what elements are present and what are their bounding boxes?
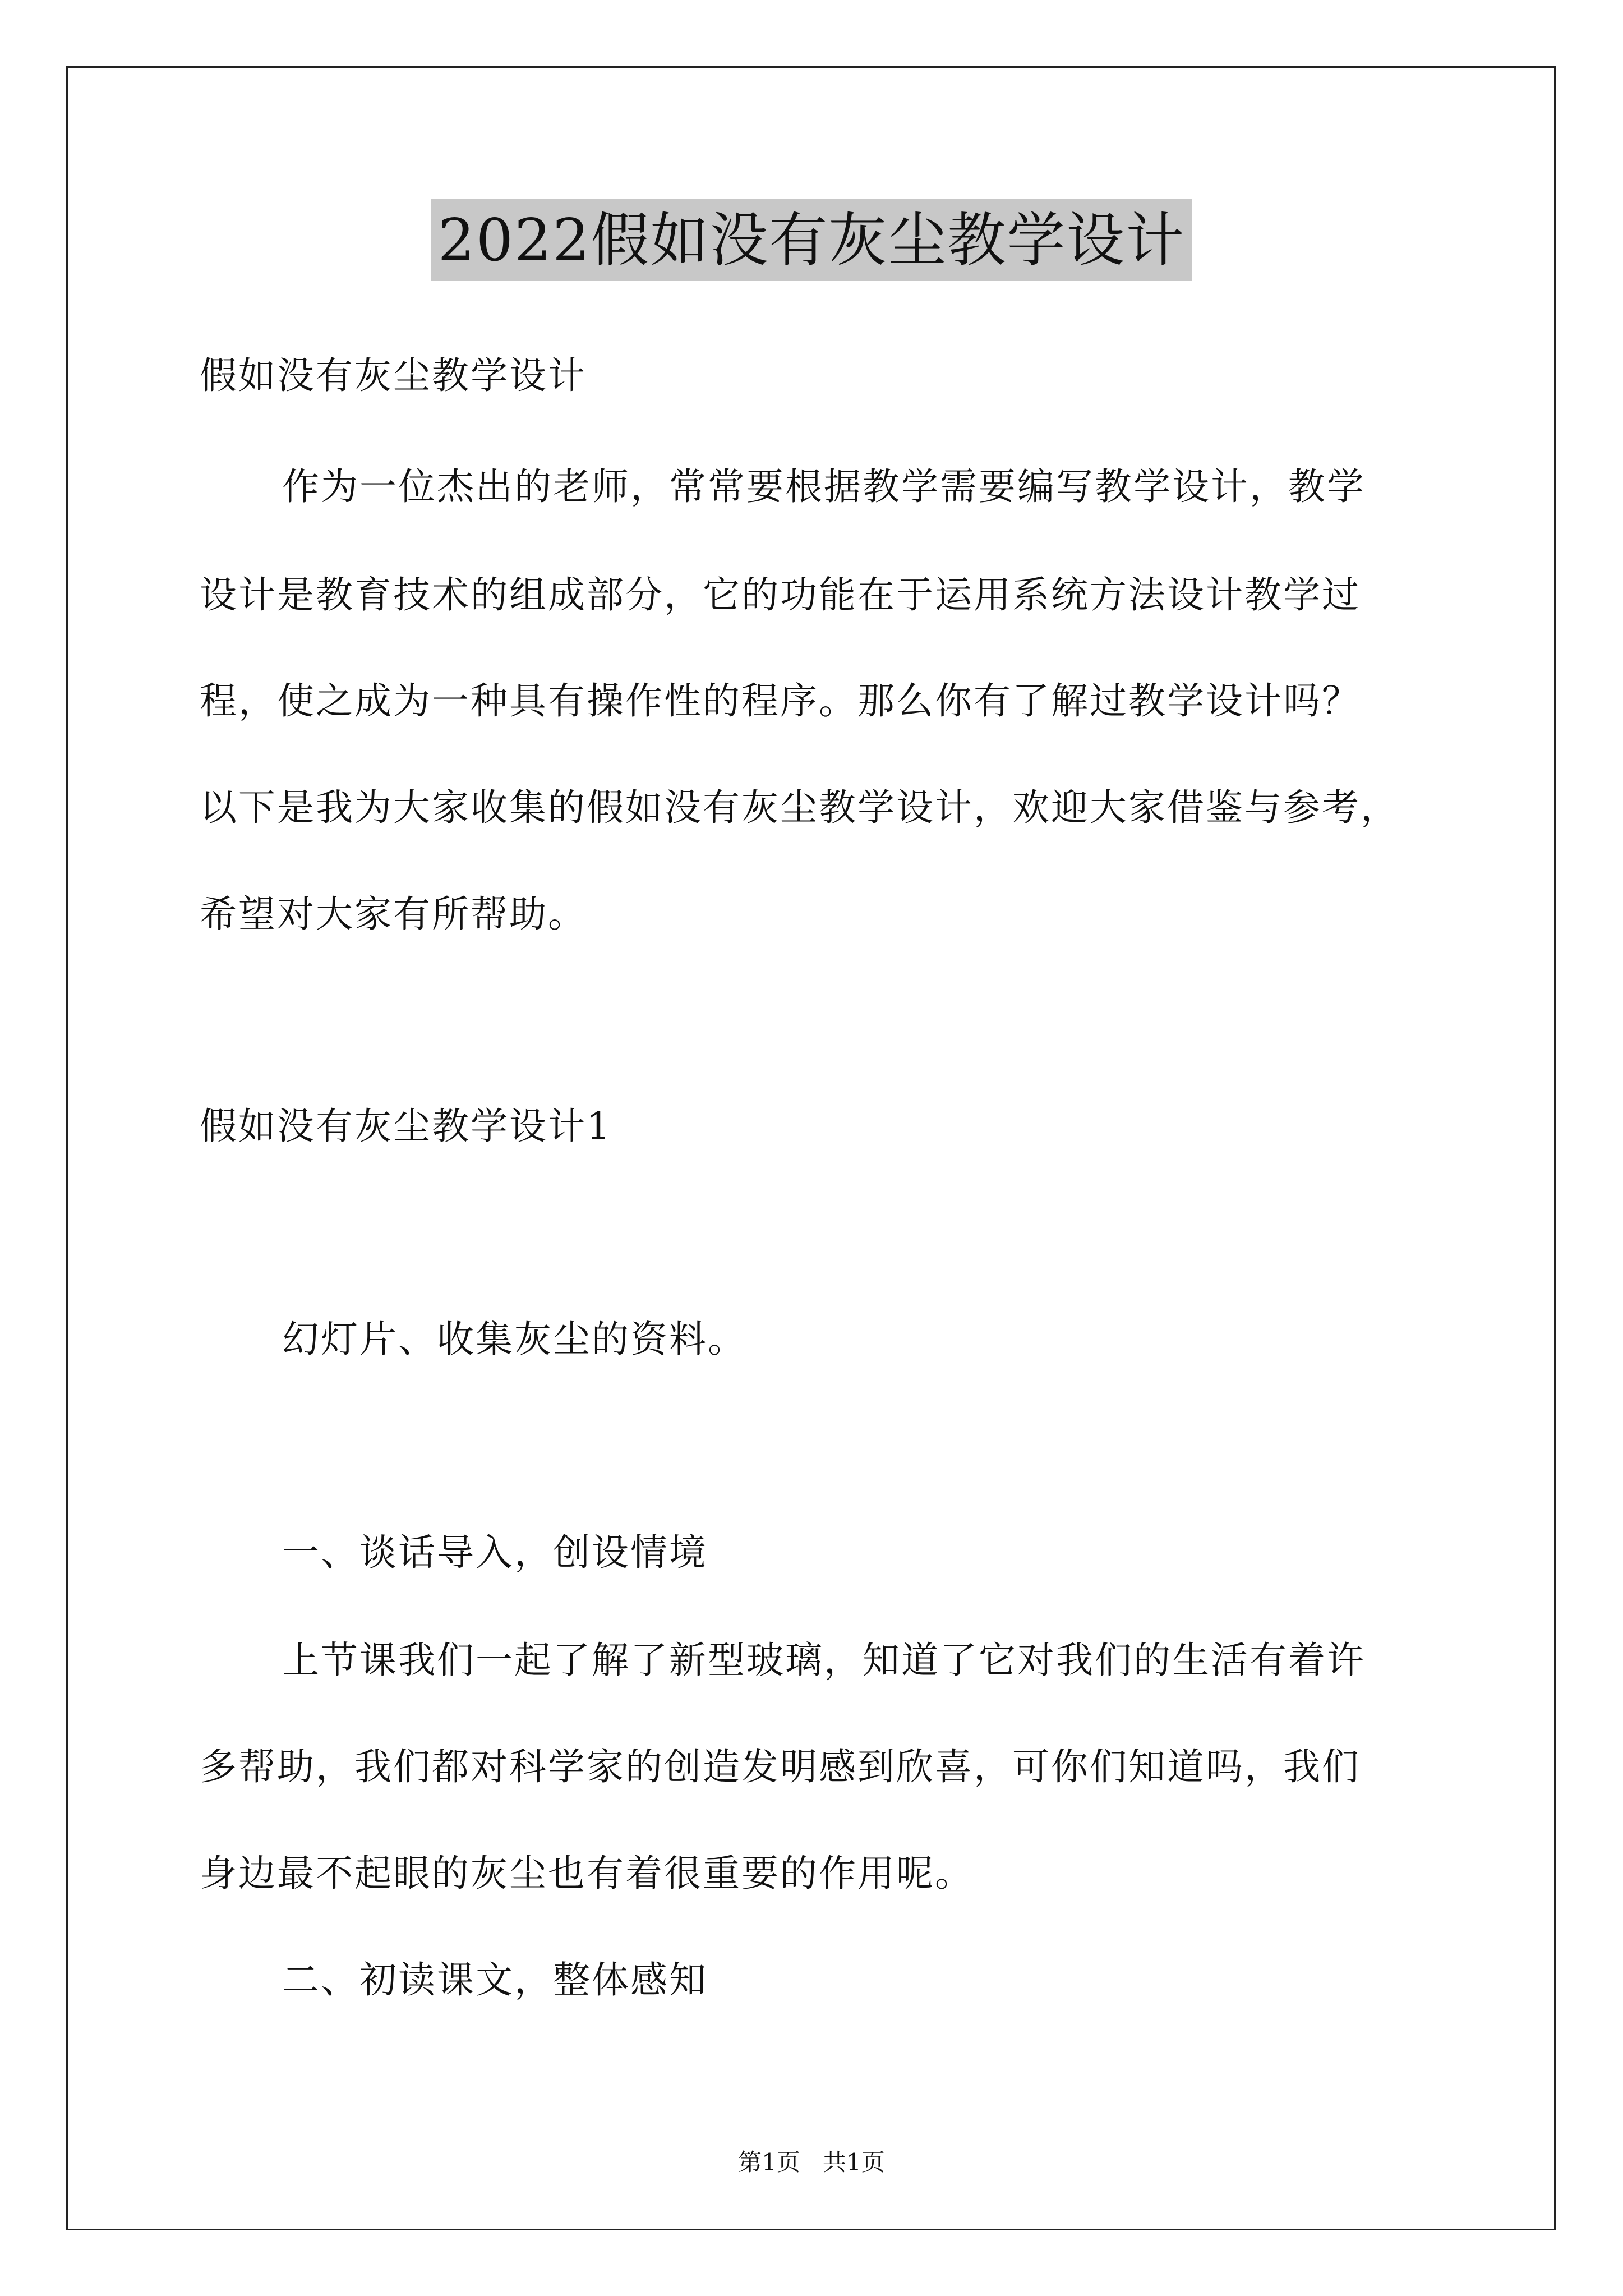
step1-line-2: 多帮助，我们都对科学家的创造发明感到欣喜，可你们知道吗，我们 [200,1745,1361,1788]
section-heading: 假如没有灰尘教学设计1 [200,1105,612,1148]
intro-line-2: 设计是教育技术的组成部分，它的功能在于运用系统方法设计教学过 [200,573,1361,616]
document-title: 2022假如没有灰尘教学设计 [431,199,1192,281]
step2-heading: 二、初读课文，整体感知 [282,1958,708,2001]
intro-line-3: 程，使之成为一种具有操作性的程序。那么你有了解过教学设计吗？ [200,679,1361,723]
step1-line-3: 身边最不起眼的灰尘也有着很重要的作用呢。 [200,1852,974,1895]
materials-line: 幻灯片、收集灰尘的资料。 [282,1318,746,1361]
step1-heading: 一、谈话导入，创设情境 [282,1531,708,1574]
intro-line-4: 以下是我为大家收集的假如没有灰尘教学设计，欢迎大家借鉴与参考， [200,786,1399,829]
document-subtitle: 假如没有灰尘教学设计 [200,354,587,397]
intro-line-5: 希望对大家有所帮助。 [200,892,587,936]
intro-line-1: 作为一位杰出的老师，常常要根据教学需要编写教学设计，教学 [282,465,1366,508]
page-footer: 第1页 共1页 [738,2148,885,2176]
title-container [0,199,1623,281]
step1-line-1: 上节课我们一起了解了新型玻璃，知道了它对我们的生活有着许 [282,1639,1366,1682]
